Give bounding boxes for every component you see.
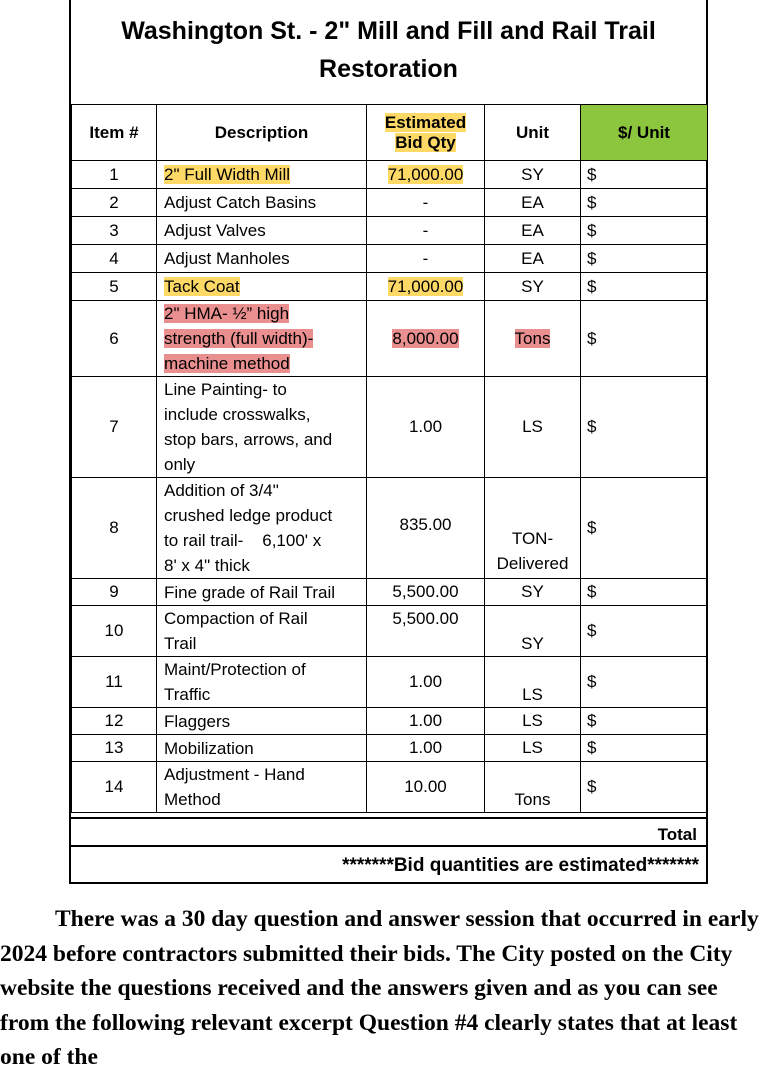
header-item: Item # — [72, 105, 157, 161]
table-row — [72, 189, 708, 217]
unit-cell: EA — [485, 245, 581, 273]
item-number: 9 — [72, 579, 157, 606]
item-number: 6 — [72, 301, 157, 377]
description-cell: Fine grade of Rail Trail — [157, 579, 367, 606]
qty-cell: - — [367, 189, 485, 217]
title-line-1: Washington St. - 2" Mill and Fill and Rail Trail — [121, 17, 656, 45]
qty-text: 71,000.00 — [387, 164, 464, 184]
description-cell — [157, 377, 367, 478]
description-cell: Adjust Valves — [157, 217, 367, 245]
item-number: 2 — [72, 189, 157, 217]
bid-sheet — [69, 0, 708, 884]
description-text: 2" Full Width Mill — [164, 165, 290, 184]
description-cell — [157, 161, 367, 189]
narrative-paragraph: There was a 30 day question and answer session that occurred in early 2024 before contractors submitted their bids. The City posted on the City website the questions received and the answers given and as you can see from the following relevant excerpt Question #4 clearly states that at least one of the — [0, 906, 759, 1070]
price-cell: $ — [581, 273, 708, 301]
qty-cell — [367, 478, 485, 579]
table-row — [72, 606, 708, 657]
header-row — [72, 105, 708, 161]
item-number: 11 — [72, 657, 157, 708]
price-cell: $ — [581, 606, 708, 657]
price-cell: $ — [581, 478, 708, 579]
unit-cell: EA — [485, 189, 581, 217]
description-line: stop bars, arrows, and — [164, 430, 333, 449]
price-cell: $ — [581, 245, 708, 273]
price-cell: $ — [581, 708, 708, 735]
title-line-2: Restoration — [319, 55, 458, 83]
description-line: 8' x 4" thick — [164, 556, 250, 575]
item-number: 10 — [72, 606, 157, 657]
table-row — [72, 161, 708, 189]
unit-cell: EA — [485, 217, 581, 245]
sheet-title — [71, 12, 706, 88]
qty-text: 835.00 — [399, 515, 452, 534]
unit-line: TON- — [511, 529, 554, 548]
qty-cell: 1.00 — [367, 735, 485, 762]
description-cell: Mobilization — [157, 735, 367, 762]
unit-cell: SY — [485, 161, 581, 189]
unit-cell — [485, 301, 581, 377]
table-row — [72, 579, 708, 606]
price-cell: $ — [581, 762, 708, 813]
bid-table — [71, 104, 708, 813]
item-number: 8 — [72, 478, 157, 579]
unit-cell — [485, 478, 581, 579]
price-cell: $ — [581, 301, 708, 377]
description-line: Line Painting- to — [164, 380, 287, 399]
item-number: 13 — [72, 735, 157, 762]
description-cell — [157, 762, 367, 813]
header-unit: Unit — [485, 105, 581, 161]
table-row — [72, 217, 708, 245]
description-line: machine method — [164, 354, 290, 373]
header-qty-line2: Bid Qty — [395, 132, 456, 152]
qty-cell — [367, 273, 485, 301]
table-row — [72, 377, 708, 478]
table-row — [72, 301, 708, 377]
estimate-note-text: *******Bid quantities are estimated******* — [342, 855, 699, 876]
table-row — [72, 478, 708, 579]
item-number: 3 — [72, 217, 157, 245]
qty-text: 8,000.00 — [392, 328, 459, 348]
qty-cell: - — [367, 217, 485, 245]
description-line: Trail — [164, 634, 197, 653]
qty-cell: 1.00 — [367, 708, 485, 735]
description-line: Maint/Protection of — [164, 660, 306, 679]
description-cell — [157, 478, 367, 579]
qty-cell: 1.00 — [367, 377, 485, 478]
qty-cell: 5,500.00 — [367, 579, 485, 606]
description-cell — [157, 301, 367, 377]
description-line: include crosswalks, — [164, 405, 311, 424]
price-cell: $ — [581, 189, 708, 217]
qty-cell: 10.00 — [367, 762, 485, 813]
table-row — [72, 273, 708, 301]
description-line: only — [164, 455, 196, 474]
price-cell: $ — [581, 161, 708, 189]
header-qty — [367, 105, 485, 161]
unit-cell: LS — [485, 377, 581, 478]
description-line: Addition of 3/4" — [164, 481, 279, 500]
price-cell: $ — [581, 217, 708, 245]
header-description: Description — [157, 105, 367, 161]
item-number: 12 — [72, 708, 157, 735]
item-number: 1 — [72, 161, 157, 189]
description-line: Compaction of Rail — [164, 609, 308, 628]
qty-cell: - — [367, 245, 485, 273]
unit-cell: LS — [485, 657, 581, 708]
item-number: 4 — [72, 245, 157, 273]
description-line: Traffic — [164, 685, 211, 704]
price-cell: $ — [581, 579, 708, 606]
header-qty-line1: Estimated — [384, 112, 467, 132]
item-number: 7 — [72, 377, 157, 478]
price-cell: $ — [581, 377, 708, 478]
qty-cell — [367, 161, 485, 189]
table-row — [72, 762, 708, 813]
qty-cell: 1.00 — [367, 657, 485, 708]
unit-cell: LS — [485, 708, 581, 735]
description-line: strength (full width)- — [164, 329, 314, 348]
item-number: 14 — [72, 762, 157, 813]
description-cell: Adjust Catch Basins — [157, 189, 367, 217]
total-label: Total — [657, 825, 697, 844]
price-cell: $ — [581, 735, 708, 762]
description-text: Tack Coat — [164, 277, 240, 296]
header-price: $/ Unit — [581, 105, 708, 161]
description-line: 2" HMA- ½” high — [164, 304, 290, 323]
table-row — [72, 657, 708, 708]
description-line: to rail trail- 6,100' x — [164, 531, 322, 550]
table-row — [72, 708, 708, 735]
table-row — [72, 245, 708, 273]
unit-cell: SY — [485, 579, 581, 606]
description-line: Method — [164, 790, 221, 809]
description-line: Adjustment - Hand — [164, 765, 305, 784]
narrative — [0, 902, 762, 1075]
description-cell: Flaggers — [157, 708, 367, 735]
estimate-note — [71, 855, 707, 877]
qty-text: 71,000.00 — [387, 276, 464, 296]
qty-text: 5,500.00 — [392, 609, 459, 628]
unit-cell: LS — [485, 735, 581, 762]
qty-cell — [367, 301, 485, 377]
item-number: 5 — [72, 273, 157, 301]
total-row — [71, 817, 707, 847]
unit-text: Tons — [514, 328, 551, 348]
unit-cell: SY — [485, 606, 581, 657]
description-cell — [157, 273, 367, 301]
price-cell: $ — [581, 657, 708, 708]
table-row — [72, 735, 708, 762]
unit-cell: Tons — [485, 762, 581, 813]
unit-cell: SY — [485, 273, 581, 301]
description-cell — [157, 606, 367, 657]
description-cell — [157, 657, 367, 708]
description-line: crushed ledge product — [164, 506, 333, 525]
description-cell: Adjust Manholes — [157, 245, 367, 273]
qty-cell — [367, 606, 485, 657]
unit-line: Delivered — [496, 554, 569, 573]
